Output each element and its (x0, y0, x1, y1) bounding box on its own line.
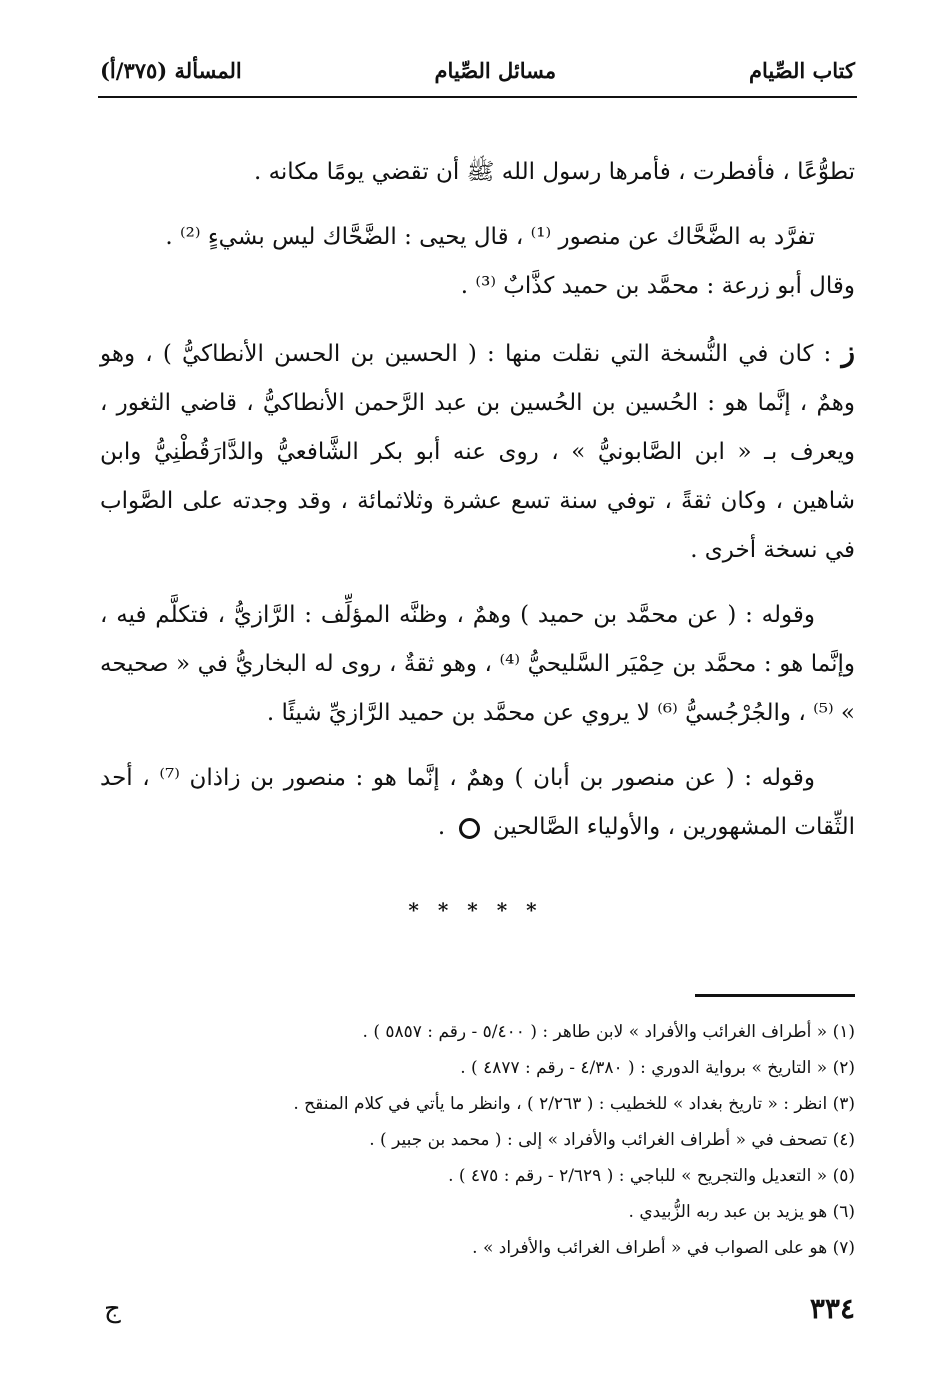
paragraph-3-text: : كان في النُّسخة التي نقلت منها : ( الحسين بن الحسن الأنطاكيُّ ) ، وهو وهمٌ ، إنَّما هو : الحُسين بن الحُسين بن عبد الرَّحمن الأنطاكيُّ ، قاضي الثغور ، ويعرف بـ « ابن الصَّابونيُّ » ، روى عنه أبو بكر الشَّافعيُّ والدَّارَقُطْنِيُّ وابن شاهين ، وكان ثقةً ، توفي سنة تسع عشرة وثلاثمائة ، وقد وجدته على الصَّواب في نسخة أخرى . (100, 341, 855, 563)
paragraph-5-text: وقوله : ( عن منصور بن أبان ) وهمٌ ، إنَّما هو : منصور بن زاذان ⁽⁷⁾ ، أحد الثِّقات المشهورين ، والأولياء الصَّالحين (100, 765, 855, 840)
paragraph-5: وقوله : ( عن منصور بن أبان ) وهمٌ ، إنَّما هو : منصور بن زاذان ⁽⁷⁾ ، أحد الثِّقات المشهورين ، والأولياء الصَّالحين . (100, 765, 855, 840)
end-circle-icon (459, 818, 480, 839)
header-issue-number: المسألة (٣٧٥/أ) (100, 57, 242, 83)
footnotes (100, 1014, 855, 1266)
main-text (100, 148, 855, 852)
section-separator: * * * * * (408, 898, 543, 922)
footnote-5: (٥) « التعديل والتجريح » للباجي : ( ٢/٦٢٩ - رقم : ٤٧٥ ) . (448, 1166, 855, 1186)
running-header (100, 52, 855, 88)
paragraph-2-line-2: وقال أبو زرعة : محمَّد بن حميد كذَّابٌ ⁽³⁾ . (460, 273, 855, 299)
header-divider (98, 96, 857, 98)
footnote-3: (٣) انظر : « تاريخ بغداد » للخطيب : ( ٢/٢٦٣ ) ، وانظر ما يأتي في كلام المنقح . (293, 1094, 855, 1114)
footnote-4: (٤) تصحف في « أطراف الغرائب والأفراد » إلى : ( محمد بن جبير ) . (369, 1130, 855, 1150)
header-chapter-title: مسائل الصِّيام (434, 57, 557, 83)
signature-mark: ج (104, 1294, 121, 1324)
paragraph-4: وقوله : ( عن محمَّد بن حميد ) وهمٌ ، وظنَّه المؤلِّف : الرَّازيُّ ، فتكلَّم فيه ، وإنَّما هو : محمَّد بن حِمْيَر السَّليحيُّ ⁽⁴⁾ ، وهو ثقةٌ ، روى له البخاريُّ في « صحيحه » ⁽⁵⁾ ، والجُرْجُسيُّ ⁽⁶⁾ لا يروي عن محمَّد بن حميد الرَّازيِّ شيئًا . (100, 602, 855, 726)
footnote-divider (695, 994, 855, 997)
footnote-6: (٦) هو يزيد بن عبد ربه الزُّبيدي . (628, 1202, 855, 1222)
page-number: ٣٣٤ (809, 1292, 855, 1325)
footnote-1: (١) « أطراف الغرائب والأفراد » لابن طاهر : ( ٥/٤٠٠ - رقم : ٥٨٥٧ ) . (362, 1022, 855, 1042)
paragraph-1: تطوُّعًا ، فأفطرت ، فأمرها رسول الله ﷺ أن تقضي يومًا مكانه . (253, 159, 855, 185)
footnote-2: (٢) « التاريخ » برواية الدوري : ( ٤/٣٨٠ - رقم : ٤٨٧٧ ) . (460, 1058, 855, 1078)
footnote-7: (٧) هو على الصواب في « أطراف الغرائب والأفراد » . (472, 1238, 855, 1258)
annotator-mark: ز (841, 335, 856, 368)
paragraph-2-line-1: تفرَّد به الضَّحَّاك عن منصور ⁽¹⁾ ، قال يحيى : الضَّحَّاك ليس بشيءٍ ⁽²⁾ . (165, 224, 815, 250)
paragraph-3 (100, 327, 855, 575)
header-book-title: كتاب الصِّيام (749, 57, 855, 83)
